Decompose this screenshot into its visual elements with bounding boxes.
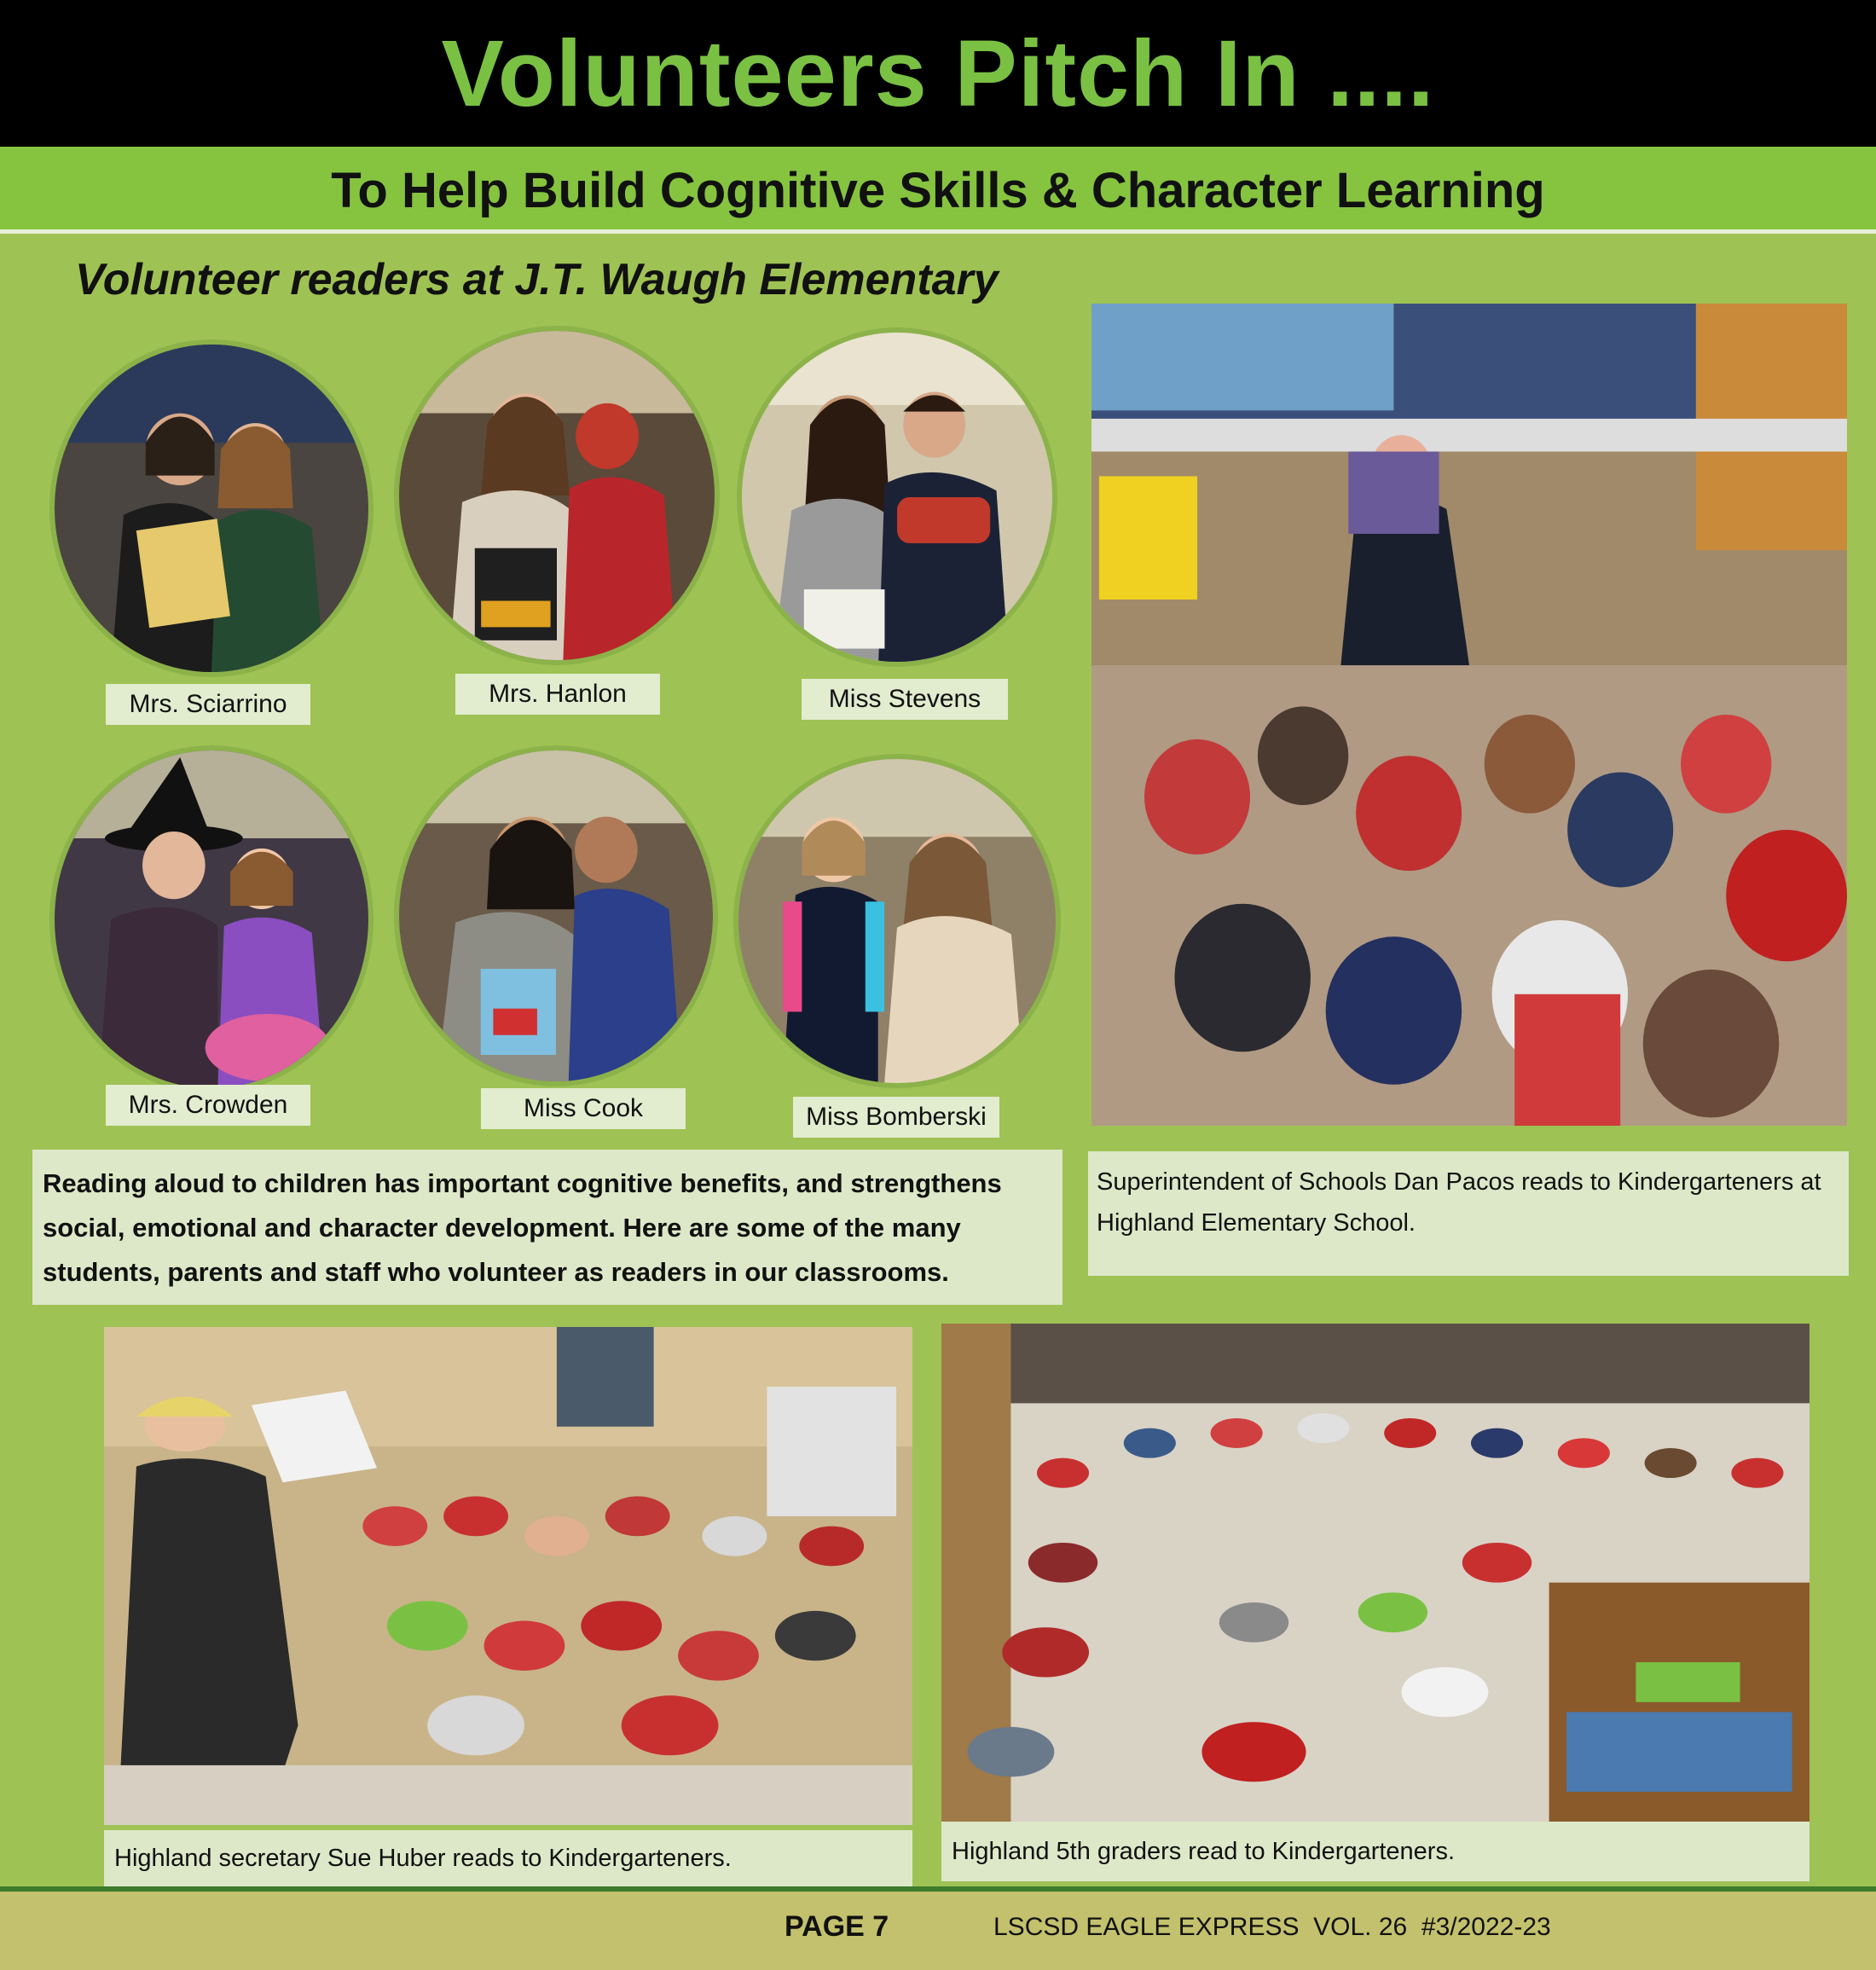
- section-heading: Volunteer readers at J.T. Waugh Elementary: [75, 255, 999, 304]
- fifth-graders-reading-photo: [941, 1324, 1809, 1822]
- volunteer-photo-bomberski: [733, 754, 1061, 1088]
- superintendent-reading-photo: [1091, 304, 1847, 1126]
- intro-paragraph: Reading aloud to children has important cognitive benefits, and strengthens social, emotional and character development. Here are some of the many students, parents and staff who volunteer as readers in our classrooms.: [32, 1150, 1062, 1305]
- volunteer-name-crowden: Mrs. Crowden: [106, 1085, 310, 1126]
- page-title: Volunteers Pitch In ....: [441, 20, 1435, 126]
- secretary-caption: Highland secretary Sue Huber reads to Kindergarteners.: [104, 1830, 912, 1886]
- volunteer-name-cook: Miss Cook: [481, 1088, 686, 1129]
- secretary-reading-photo: [104, 1327, 912, 1825]
- footer: [0, 1892, 1876, 1970]
- page-subtitle: To Help Build Cognitive Skills & Character Learning: [331, 162, 1545, 218]
- volunteer-photo-cook: [394, 745, 718, 1086]
- volunteer-photo-sciarrino: [49, 339, 373, 677]
- page-number: PAGE 7: [785, 1910, 889, 1943]
- publication-info: LSCSD EAGLE EXPRESS VOL. 26 #3/2022-23: [993, 1913, 1551, 1941]
- fifth-graders-caption: Highland 5th graders read to Kindergarteners.: [941, 1822, 1809, 1881]
- volunteer-photo-hanlon: [394, 326, 720, 665]
- volunteer-name-sciarrino: Mrs. Sciarrino: [106, 684, 310, 725]
- volunteer-name-bomberski: Miss Bomberski: [793, 1097, 999, 1138]
- volunteer-photo-crowden: [49, 745, 373, 1093]
- volunteer-photo-stevens: [737, 327, 1057, 667]
- volunteer-name-stevens: Miss Stevens: [802, 679, 1008, 720]
- superintendent-caption: Superintendent of Schools Dan Pacos reads to Kindergarteners at Highland Elementary School.: [1088, 1151, 1849, 1276]
- volunteer-name-hanlon: Mrs. Hanlon: [455, 674, 660, 715]
